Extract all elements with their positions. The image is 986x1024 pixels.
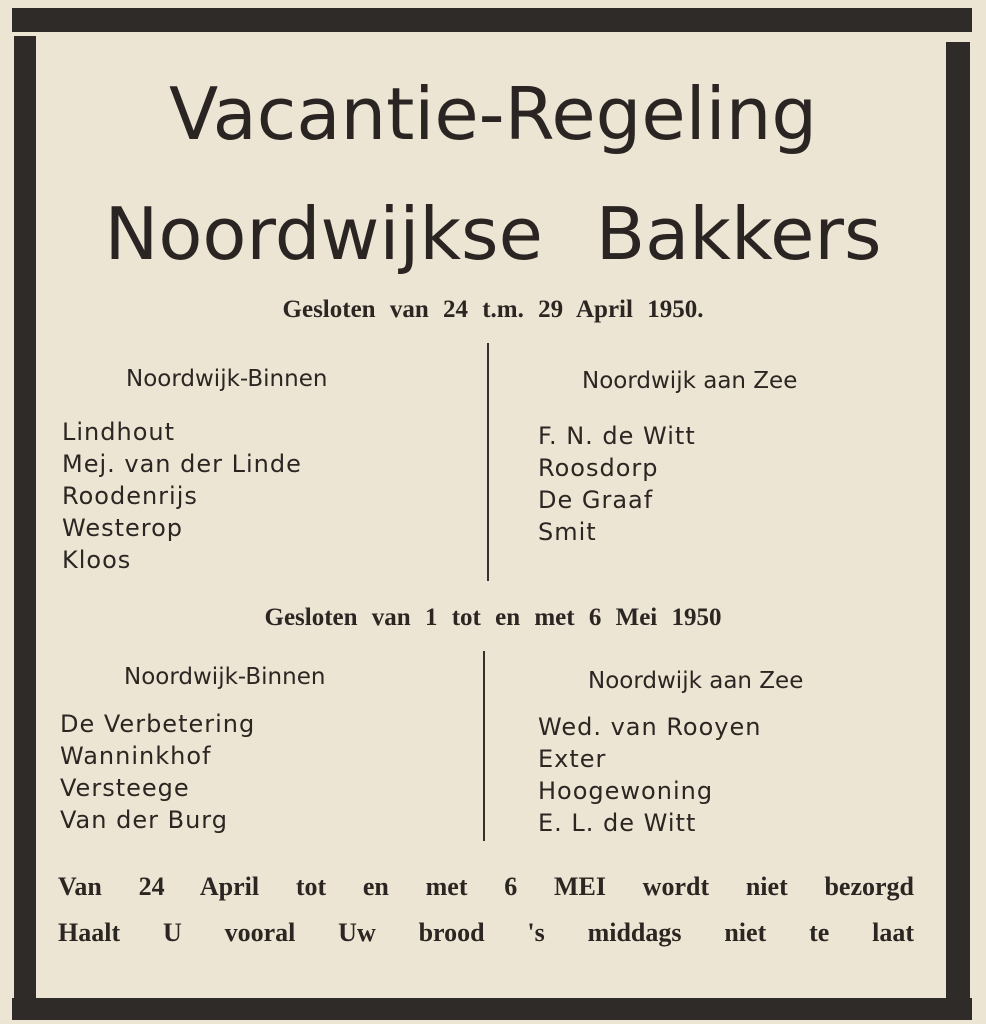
section2-left-header: Noordwijk-Binnen (124, 664, 326, 690)
section1-heading: Gesloten van 24 t.m. 29 April 1950. (282, 296, 704, 323)
list-item: Westerop (62, 514, 184, 542)
border-right (946, 42, 970, 1000)
list-item: Hoogewoning (538, 777, 714, 805)
border-left (14, 36, 36, 998)
list-item: F. N. de Witt (538, 422, 696, 450)
section2-left-list (60, 708, 255, 836)
section1-right-header: Noordwijk aan Zee (582, 368, 798, 394)
footer-delivery-note: Van 24 April tot en met 6 MEI wordt niet bezorgd (58, 872, 914, 901)
section1-left-header: Noordwijk-Binnen (126, 366, 328, 392)
list-item: Wed. van Rooyen (538, 713, 762, 741)
list-item: Van der Burg (60, 806, 228, 834)
list-item: Kloos (62, 546, 132, 574)
section1-column-divider (487, 343, 489, 581)
border-top (12, 8, 972, 32)
list-item: Smit (538, 518, 597, 546)
list-item: De Verbetering (60, 710, 256, 738)
section1-left-list (62, 416, 302, 576)
section2-right-list (538, 711, 761, 839)
notice-subtitle: Noordwijkse Bakkers (104, 192, 882, 276)
list-item: Versteege (60, 774, 190, 802)
section2-right-header: Noordwijk aan Zee (588, 668, 804, 694)
list-item: De Graaf (538, 486, 654, 514)
border-bottom (12, 998, 972, 1020)
list-item: Wanninkhof (60, 742, 212, 770)
list-item: Lindhout (62, 418, 175, 446)
list-item: E. L. de Witt (538, 809, 697, 837)
list-item: Exter (538, 745, 607, 773)
footer-pickup-note: Haalt U vooral Uw brood 's middags niet te laat (58, 918, 914, 947)
list-item: Roosdorp (538, 454, 659, 482)
list-item: Roodenrijs (62, 482, 198, 510)
section1-right-list (538, 420, 696, 548)
notice-title: Vacantie-Regeling (168, 72, 818, 156)
section2-column-divider (483, 651, 485, 841)
section2-heading: Gesloten van 1 tot en met 6 Mei 1950 (264, 604, 722, 631)
list-item: Mej. van der Linde (62, 450, 302, 478)
